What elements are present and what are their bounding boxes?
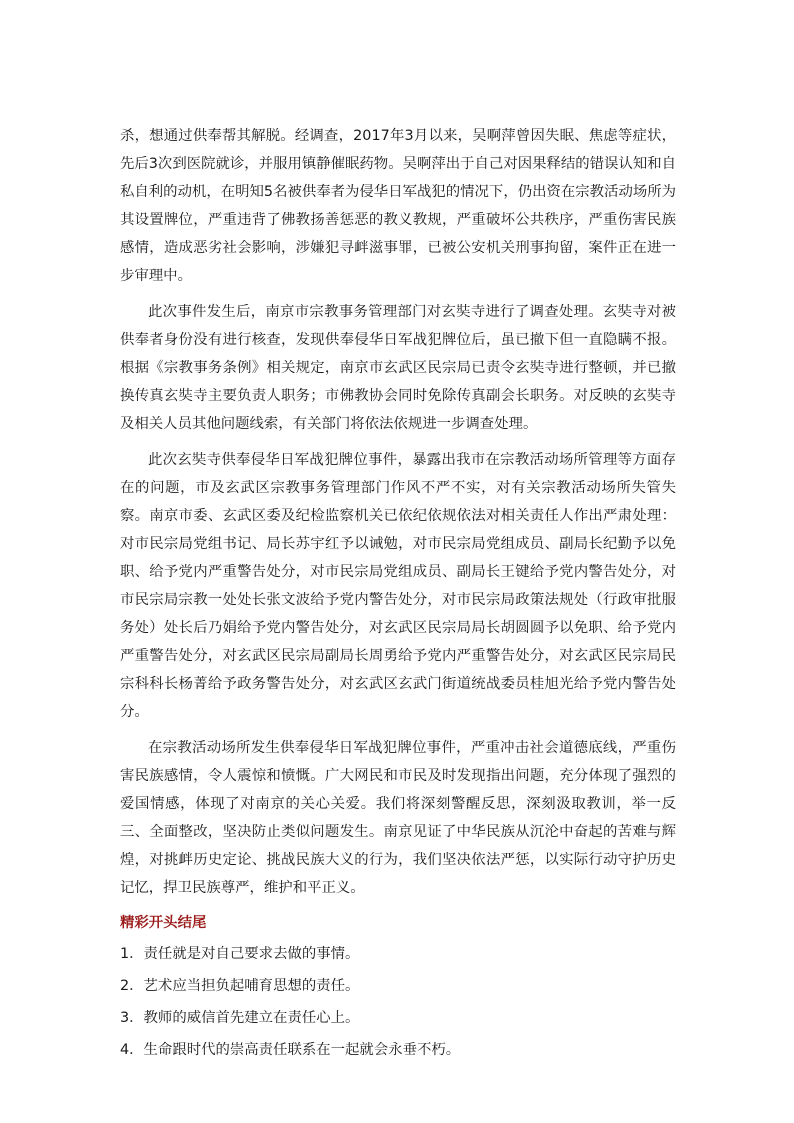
paragraph-3: 此次玄奘寺供奉侵华日军战犯牌位事件，暴露出我市在宗教活动场所管理等方面存在的问题，市及玄武区宗教事务管理部门作风不严不实，对有关宗教活动场所失管失察。南京市委、玄武区委及纪检监察机关已依纪依规依法对相关责任人作出严肃处理：对市民宗局党组书记、局长苏宇红予以诫勉，对市民宗局党组成员、副局长纪勤予以免职、给予党内严重警告处分，对市民宗局党组成员、副局长王键给予党内警告处分，对市民宗局宗教一处处长张文波给予党内警告处分，对市民宗局政策法规处（行政审批服务处）处长后乃娟给予党内警告处分，对玄武区民宗局局长胡圆圆予以免职、给予党内严重警告处分，对玄武区民宗局副局长周勇给予党内严重警告处分，对玄武区民宗局民宗科科长杨菁给予政务警告处分，对玄武区玄武门街道统战委员桂旭光给予党内警告处分。 (120, 452, 676, 720)
list-item: 4．生命跟时代的崇高责任联系在一起就会永垂不朽。 (120, 1042, 461, 1058)
section-title: 精彩开头结尾 (120, 915, 207, 931)
list-item: 1．责任就是对自己要求去做的事情。 (120, 946, 360, 962)
document-body (120, 122, 676, 1064)
list-item: 3．教师的威信首先建立在责任心上。 (120, 1010, 360, 1026)
paragraph-1: 杀，想通过供奉帮其解脱。经调查，2017年3月以来，吴啊萍曾因失眠、焦虑等症状，先后3次到医院就诊，并服用镇静催眠药物。吴啊萍出于自己对因果释结的错误认知和自私自利的动机，在明知5名被供奉者为侵华日军战犯的情况下，仍出资在宗教活动场所为其设置牌位，严重违背了佛教扬善惩恶的教义教规，严重破坏公共秩序，严重伤害民族感情，造成恶劣社会影响，涉嫌犯寻衅滋事罪，已被公安机关刑事拘留，案件正在进一步审理中。 (120, 128, 677, 284)
list-item: 2．艺术应当担负起哺育思想的责任。 (120, 978, 360, 994)
paragraph-4: 在宗教活动场所发生供奉侵华日军战犯牌位事件，严重冲击社会道德底线，严重伤害民族感情，令人震惊和愤慨。广大网民和市民及时发现指出问题，充分体现了强烈的爱国情感，体现了对南京的关心关爱。我们将深刻警醒反思，深刻汲取教训，举一反三、全面整改，坚决防止类似问题发生。南京见证了中华民族从沉沦中奋起的苦难与辉煌，对挑衅历史定论、挑战民族大义的行为，我们坚决依法严惩，以实际行动守护历史记忆，捍卫民族尊严，维护和平正义。 (120, 740, 676, 896)
paragraph-2: 此次事件发生后，南京市宗教事务管理部门对玄奘寺进行了调查处理。玄奘寺对被供奉者身份没有进行核查，发现供奉侵华日军战犯牌位后，虽已撤下但一直隐瞒不报。根据《宗教事务条例》相关规定，南京市玄武区民宗局已责令玄奘寺进行整顿，并已撤换传真玄奘寺主要负责人职务；市佛教协会同时免除传真副会长职务。对反映的玄奘寺及相关人员其他问题线索，有关部门将依法依规进一步调查处理。 (120, 304, 676, 432)
quote-list (120, 940, 676, 1064)
